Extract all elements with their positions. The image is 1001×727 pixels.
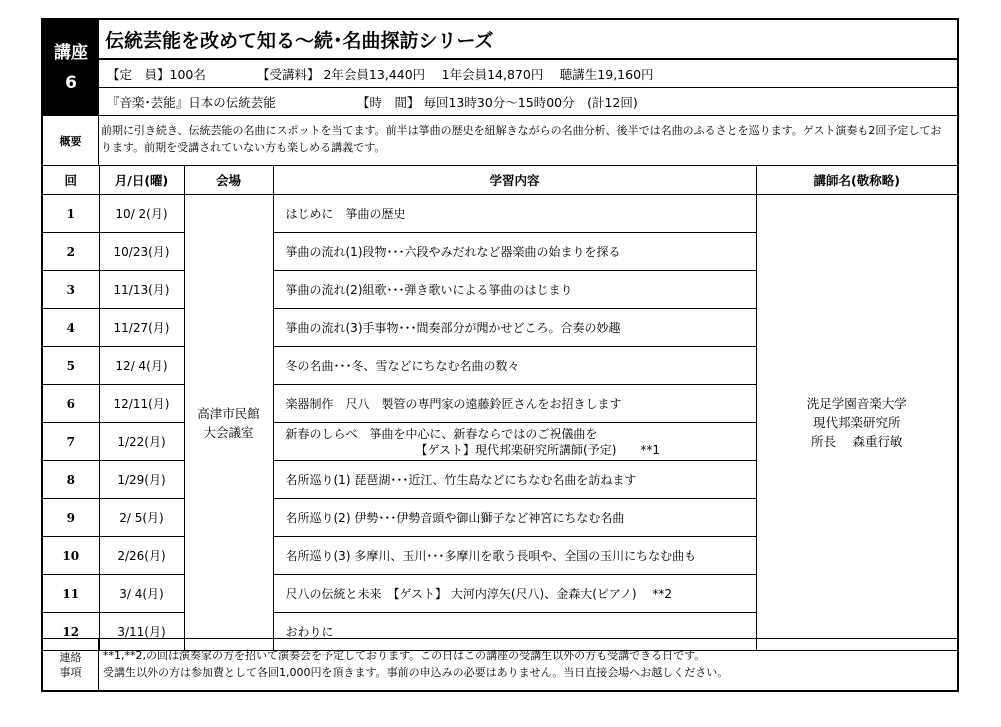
session-topic: 名所巡り(2) 伊勢･･･伊勢音頭や御山獅子など神宮にちなむ名曲 — [273, 499, 756, 537]
session-number: 3 — [43, 271, 99, 309]
session-date: 2/ 5(月) — [99, 499, 184, 537]
session-date: 11/13(月) — [99, 271, 184, 309]
notes-label-line-1: 連絡 — [59, 650, 82, 664]
table-header-row — [43, 166, 957, 195]
session-topic: 尺八の伝統と未来 【ゲスト】 大河内淳矢(尺八)、金森大(ピアノ) **2 — [273, 575, 756, 613]
session-guest-line: 【ゲスト】現代邦楽研究所講師(予定) **1 — [415, 442, 661, 457]
session-topic: はじめに 箏曲の歴史 — [273, 195, 756, 233]
lecturer-name: 所長 森重行敏 — [811, 434, 903, 449]
session-date: 1/22(月) — [99, 423, 184, 461]
session-number: 6 — [43, 385, 99, 423]
session-date: 12/11(月) — [99, 385, 184, 423]
session-date: 1/29(月) — [99, 461, 184, 499]
header-session: 回 — [43, 166, 99, 195]
session-number: 12 — [43, 613, 99, 651]
course-sheet — [41, 18, 959, 692]
notes-line-2: 受講生以外の方は参加費として各回1,000円を頂きます。事前の申込みの必要はありません。当日直接会場へお越しください。 — [103, 666, 729, 679]
session-date: 10/ 2(月) — [99, 195, 184, 233]
fee-text: 【受講料】 2年会員13,440円 1年会員14,870円 聴講生19,160円 — [257, 66, 654, 82]
header-venue: 会場 — [184, 166, 273, 195]
session-number: 7 — [43, 423, 99, 461]
course-badge — [43, 20, 99, 116]
session-topic — [273, 423, 756, 461]
notes-label — [43, 639, 99, 690]
session-date: 2/26(月) — [99, 537, 184, 575]
category-text: 『音楽･芸能』日本の伝統芸能 — [107, 94, 276, 110]
session-date: 11/27(月) — [99, 309, 184, 347]
summary-label: 概要 — [43, 116, 99, 165]
schedule-table — [43, 166, 957, 651]
course-info-row-2 — [99, 88, 957, 116]
session-topic: 名所巡り(1) 琵琶湖･･･近江、竹生島などにちなむ名曲を訪ねます — [273, 461, 756, 499]
header-content: 学習内容 — [273, 166, 756, 195]
session-topic-line: 新春のしらべ 箏曲を中心に、新春ならではのご祝儀曲を — [285, 426, 598, 441]
session-date: 3/11(月) — [99, 613, 184, 651]
venue-room: 大会議室 — [203, 424, 254, 440]
session-number: 2 — [43, 233, 99, 271]
summary-section — [43, 116, 957, 166]
session-number: 9 — [43, 499, 99, 537]
session-date: 10/23(月) — [99, 233, 184, 271]
session-number: 4 — [43, 309, 99, 347]
capacity-text: 【定 員】100名 — [107, 66, 206, 82]
session-topic: 名所巡り(3) 多摩川、玉川･･･多摩川を歌う長唄や、全国の玉川にちなむ曲も — [273, 537, 756, 575]
table-row — [43, 195, 957, 233]
lecturer-institute: 現代邦楽研究所 — [812, 415, 901, 430]
session-topic: 冬の名曲･･･冬、雪などにちなむ名曲の数々 — [273, 347, 756, 385]
course-badge-number: 6 — [65, 73, 77, 93]
session-number: 8 — [43, 461, 99, 499]
summary-text: 前期に引き続き、伝統芸能の名曲にスポットを当てます。前半は箏曲の歴史を紐解きながらの名曲分析、後半では名曲のふるさとを巡ります。ゲスト演奏も2回予定しております。前期を受講されていない方も楽しめる講義です。 — [101, 124, 942, 154]
session-date: 3/ 4(月) — [99, 575, 184, 613]
session-topic: 楽器制作 尺八 製管の専門家の遠藤鈴匠さんをお招きします — [273, 385, 756, 423]
session-topic: 箏曲の流れ(2)組歌･･･弾き歌いによる箏曲のはじまり — [273, 271, 756, 309]
session-topic: おわりに — [273, 613, 756, 651]
venue-cell — [184, 195, 273, 651]
session-topic: 箏曲の流れ(3)手事物･･･間奏部分が聞かせどころ。合奏の妙趣 — [273, 309, 756, 347]
lecturer-cell — [756, 195, 957, 651]
header-date: 月/日(曜) — [99, 166, 184, 195]
session-topic: 箏曲の流れ(1)段物･･･六段やみだれなど器楽曲の始まりを探る — [273, 233, 756, 271]
course-badge-label: 講座 — [54, 43, 88, 63]
header-lecturer: 講師名(敬称略) — [756, 166, 957, 195]
venue-name: 高津市民館 — [197, 405, 260, 421]
notes-line-1: **1,**2,の回は演奏家の方を招いて演奏会を予定しております。この日はこの講座の受講生以外の方も受講できる日です。 — [103, 649, 706, 662]
session-number: 1 — [43, 195, 99, 233]
course-info-row-1 — [99, 60, 957, 88]
session-date: 12/ 4(月) — [99, 347, 184, 385]
notes-text — [103, 647, 951, 681]
session-number: 10 — [43, 537, 99, 575]
notes-label-line-2: 事項 — [59, 665, 82, 679]
time-text: 【時 間】 毎回13時30分～15時00分 (計12回) — [357, 94, 638, 110]
notes-section — [43, 638, 957, 690]
session-number: 5 — [43, 347, 99, 385]
lecturer-affiliation: 洗足学園音楽大学 — [806, 396, 907, 411]
course-title: 伝統芸能を改めて知る～続･名曲探訪シリーズ — [99, 20, 957, 60]
session-number: 11 — [43, 575, 99, 613]
